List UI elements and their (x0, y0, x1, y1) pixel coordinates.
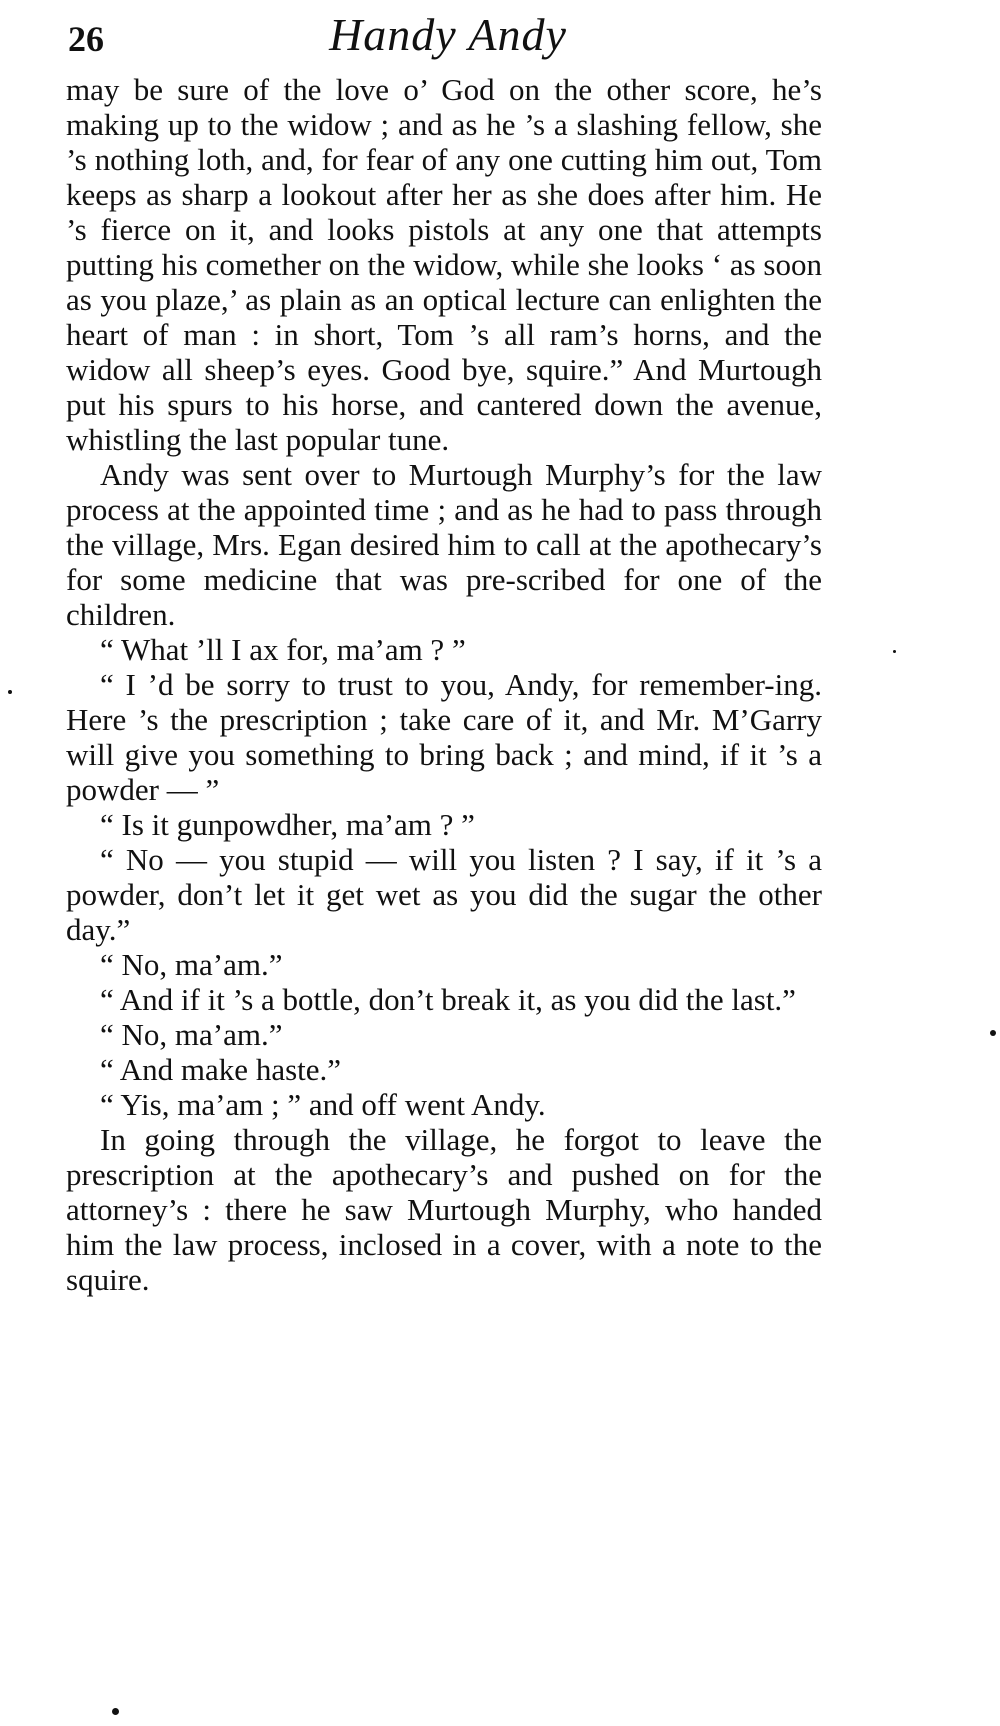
paragraph: “ What ’ll I ax for, ma’am ? ” (100, 632, 466, 667)
paragraph: In going through the village, he forgot to leave the prescription at the apothecary’s and pushed on for the attorney’s : there he saw Murtough Murphy, who handed him the law process, inclosed in a cover, with a note to the squire. (66, 1122, 822, 1297)
body-text (66, 72, 822, 1297)
running-title: Handy Andy (329, 9, 567, 60)
paragraph: Andy was sent over to Murtough Murphy’s for the law process at the appointed time ; and as he had to pass through the village, Mrs. Egan desired him to call at the apothecary’s for some medicine that was pre-scribed for one of the children. (66, 457, 822, 632)
paragraph: “ Is it gunpowdher, ma’am ? ” (100, 807, 475, 842)
paragraph: “ Yis, ma’am ; ” and off went Andy. (100, 1087, 546, 1122)
scan-speck (990, 1030, 996, 1036)
scan-speck (893, 650, 896, 653)
paragraph: “ No, ma’am.” (100, 947, 283, 982)
paragraph: “ I ’d be sorry to trust to you, Andy, for remember-ing. Here ’s the prescription ; take care of it, and Mr. M’Garry will give you something to bring back ; and mind, if it ’s a powder — ” (66, 667, 822, 807)
paragraph: may be sure of the love o’ God on the other score, he’s making up to the widow ; and as he ’s a slashing fellow, she ’s nothing loth, and, for fear of any one cutting him out, Tom keeps as sharp a lookout after her as she does after him. He ’s fierce on it, and looks pistols at any one that attempts putting his comether on the widow, while she looks ‘ as soon as you plaze,’ as plain as an optical lecture can enlighten the heart of man : in short, Tom ’s all ram’s horns, and the widow all sheep’s eyes. Good bye, squire.” And Murtough put his spurs to his horse, and cantered down the avenue, whistling the last popular tune. (66, 72, 822, 457)
paragraph: “ And if it ’s a bottle, don’t break it, as you did the last.” (100, 982, 796, 1017)
paragraph: “ No — you stupid — will you listen ? I say, if it ’s a powder, don’t let it get wet as you did the sugar the other day.” (66, 842, 822, 947)
scan-speck (8, 690, 12, 694)
scan-speck (112, 1708, 119, 1715)
paragraph: “ No, ma’am.” (100, 1017, 283, 1052)
page-number: 26 (68, 19, 104, 59)
paragraph: “ And make haste.” (100, 1052, 342, 1087)
page-header (68, 8, 828, 68)
